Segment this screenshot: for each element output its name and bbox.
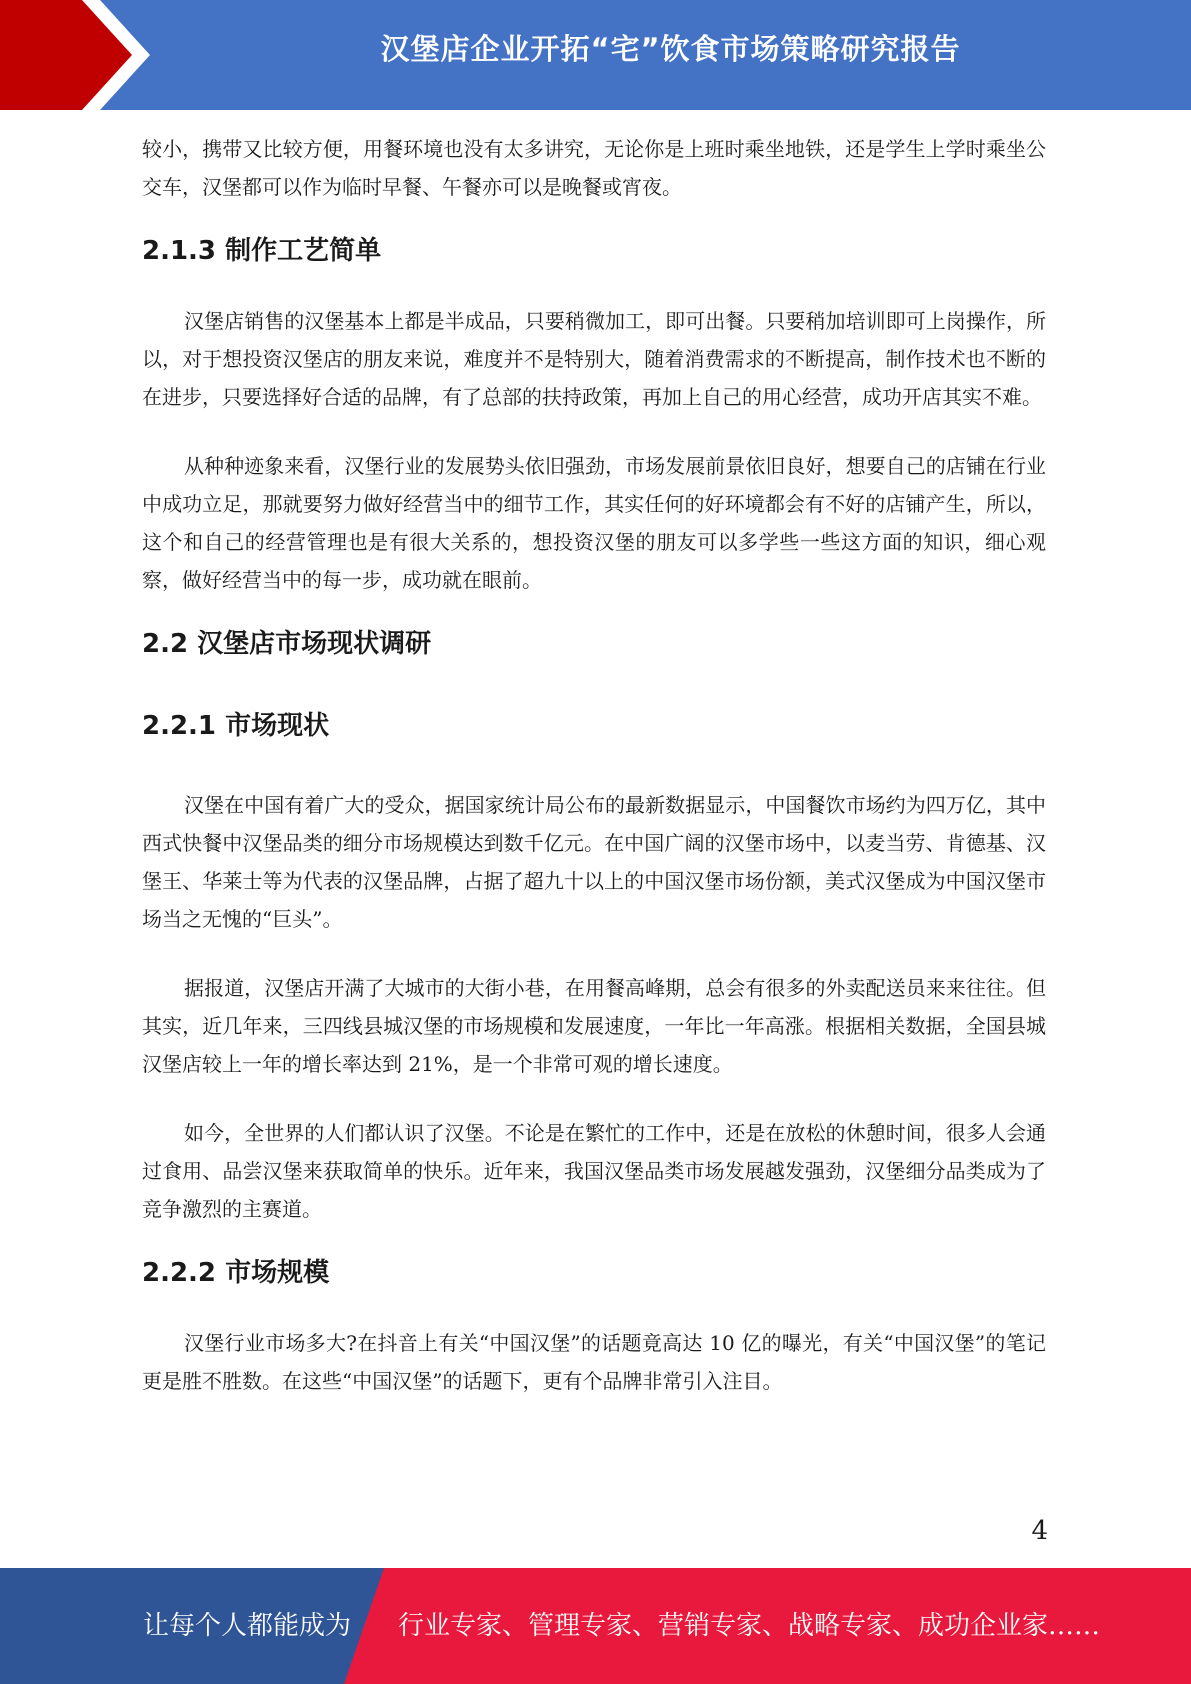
section-heading-2-2-2: 2.2.2 市场规模 [142,1258,330,1288]
paragraph: 从种种迹象来看，汉堡行业的发展势头依旧强劲，市场发展前景依旧良好，想要自己的店铺在行业中成功立足，那就要努力做好经营当中的细节工作，其实任何的好环境都会有不好的店铺产生，所以，这个和自己的经营管理也是有很大关系的，想投资汉堡的朋友可以多学些一些这方面的知识，细心观察，做好经营当中的每一步，成功就在眼前。 [142,454,1046,592]
footer-slogan-left: 让每个人都能成为 [143,1611,352,1641]
paragraph: 汉堡行业市场多大?在抖音上有关“中国汉堡”的话题竟高达 10 亿的曝光，有关“中国汉堡”的笔记更是胜不胜数。在这些“中国汉堡”的话题下，更有个品牌非常引入注目。 [142,1331,1046,1393]
section-heading-2-2-1: 2.2.1 市场现状 [142,711,330,741]
header-title: 汉堡店企业开拓“宅”饮食市场策略研究报告 [380,32,961,66]
paragraph: 汉堡在中国有着广大的受众，据国家统计局公布的最新数据显示，中国餐饮市场约为四万亿，其中西式快餐中汉堡品类的细分市场规模达到数千亿元。在中国广阔的汉堡市场中，以麦当劳、肯德基、汉堡王、华莱士等为代表的汉堡品牌，占据了超九十以上的中国汉堡市场份额，美式汉堡成为中国汉堡市场当之无愧的“巨头”。 [142,793,1046,931]
document-body [142,130,1046,1400]
paragraph: 据报道，汉堡店开满了大城市的大街小巷，在用餐高峰期，总会有很多的外卖配送员来来往往。但其实，近几年来，三四线县城汉堡的市场规模和发展速度，一年比一年高涨。根据相关数据，全国县城汉堡店较上一年的增长率达到 21%，是一个非常可观的增长速度。 [142,976,1046,1076]
paragraph: 如今，全世界的人们都认识了汉堡。不论是在繁忙的工作中，还是在放松的休憩时间，很多人会通过食用、品尝汉堡来获取简单的快乐。近年来，我国汉堡品类市场发展越发强劲，汉堡细分品类成为了竞争激烈的主赛道。 [142,1121,1046,1221]
footer-slogan-right: 行业专家、管理专家、营销专家、战略专家、成功企业家…… [398,1611,1101,1641]
section-heading-2-1-3: 2.1.3 制作工艺简单 [142,236,382,266]
page-header [0,0,1191,110]
page-footer [0,1568,1191,1684]
paragraph: 较小，携带又比较方便，用餐环境也没有太多讲究，无论你是上班时乘坐地铁，还是学生上学时乘坐公交车，汉堡都可以作为临时早餐、午餐亦可以是晚餐或宵夜。 [142,137,1046,199]
paragraph: 汉堡店销售的汉堡基本上都是半成品，只要稍微加工，即可出餐。只要稍加培训即可上岗操作，所以，对于想投资汉堡店的朋友来说，难度并不是特别大，随着消费需求的不断提高，制作技术也不断的在进步，只要选择好合适的品牌，有了总部的扶持政策，再加上自己的用心经营，成功开店其实不难。 [142,309,1046,409]
page-number: 4 [1031,1516,1048,1546]
section-heading-2-2: 2.2 汉堡店市场现状调研 [142,629,432,659]
